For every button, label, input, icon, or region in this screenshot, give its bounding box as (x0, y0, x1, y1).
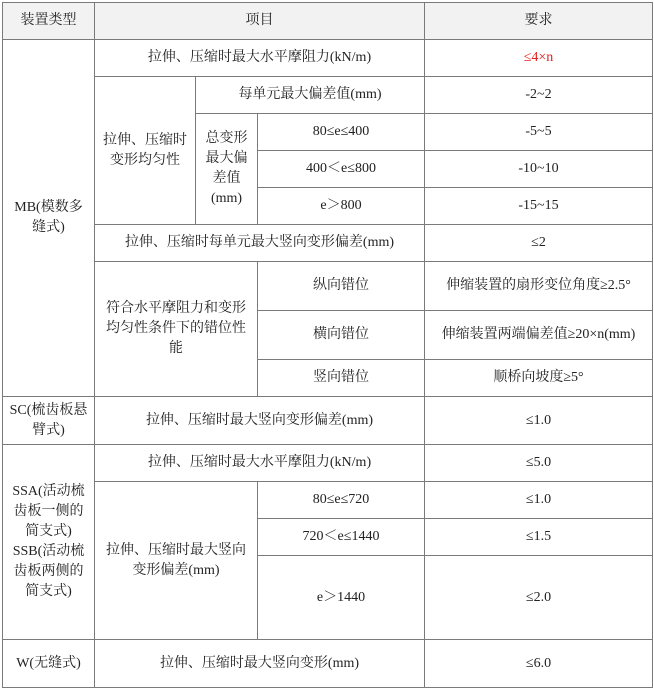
vertical-group-cell: 拉伸、压缩时最大竖向变形偏差(mm) (95, 482, 258, 640)
requirement-cell: ≤1.0 (425, 397, 653, 445)
requirement-cell: -10~10 (425, 151, 653, 188)
requirement-cell: -5~5 (425, 114, 653, 151)
ssa-type-label: SSA(活动梳齿板一侧的简支式) (12, 484, 85, 539)
item-cell: 拉伸、压缩时最大水平摩阻力(kN/m) (95, 445, 425, 482)
requirement-cell: ≤6.0 (425, 640, 653, 688)
table-row (3, 225, 653, 262)
requirement-cell: ≤4×n (425, 40, 653, 77)
item-cell: 拉伸、压缩时每单元最大竖向变形偏差(mm) (95, 225, 425, 262)
w-type-cell: W(无缝式) (3, 640, 95, 688)
item-cell: 拉伸、压缩时最大竖向变形(mm) (95, 640, 425, 688)
header-requirement: 要求 (425, 3, 653, 40)
mb-type-cell: MB(模数多缝式) (3, 40, 95, 397)
total-deviation-cell: 总变形最大偏差值(mm) (196, 114, 258, 225)
requirement-cell: ≤1.0 (425, 482, 653, 519)
item-cell: 横向错位 (258, 311, 425, 360)
table-row (3, 482, 653, 519)
table-row (3, 397, 653, 445)
range-cell: 80≤e≤400 (258, 114, 425, 151)
range-cell: 80≤e≤720 (258, 482, 425, 519)
table-row (3, 640, 653, 688)
table-row (3, 77, 653, 114)
range-cell: e＞1440 (258, 556, 425, 640)
table-row (3, 40, 653, 77)
requirement-cell: -15~15 (425, 188, 653, 225)
requirement-cell: -2~2 (425, 77, 653, 114)
requirement-cell: ≤5.0 (425, 445, 653, 482)
requirements-table (2, 2, 653, 688)
requirement-cell: ≤1.5 (425, 519, 653, 556)
table-row (3, 445, 653, 482)
uniformity-group-cell: 拉伸、压缩时变形均匀性 (95, 77, 196, 225)
header-device-type: 装置类型 (3, 3, 95, 40)
range-cell: 400＜e≤800 (258, 151, 425, 188)
sc-type-cell: SC(梳齿板悬臂式) (3, 397, 95, 445)
item-cell: 竖向错位 (258, 360, 425, 397)
requirement-cell: 伸缩装置两端偏差值≥20×n(mm) (425, 311, 653, 360)
range-cell: 720＜e≤1440 (258, 519, 425, 556)
header-row (3, 3, 653, 40)
range-cell: e＞800 (258, 188, 425, 225)
table-row (3, 262, 653, 311)
requirement-cell: ≤2.0 (425, 556, 653, 640)
misalignment-group-cell: 符合水平摩阻力和变形均匀性条件下的错位性能 (95, 262, 258, 397)
requirement-cell: 伸缩装置的扇形变位角度≥2.5° (425, 262, 653, 311)
ssb-type-label: SSB(活动梳齿板两侧的简支式) (12, 544, 85, 599)
item-cell: 每单元最大偏差值(mm) (196, 77, 425, 114)
item-cell: 拉伸、压缩时最大竖向变形偏差(mm) (95, 397, 425, 445)
header-item: 项目 (95, 3, 425, 40)
requirement-cell: ≤2 (425, 225, 653, 262)
item-cell: 纵向错位 (258, 262, 425, 311)
requirement-cell: 顺桥向坡度≥5° (425, 360, 653, 397)
ss-type-cell (3, 445, 95, 640)
item-cell: 拉伸、压缩时最大水平摩阻力(kN/m) (95, 40, 425, 77)
